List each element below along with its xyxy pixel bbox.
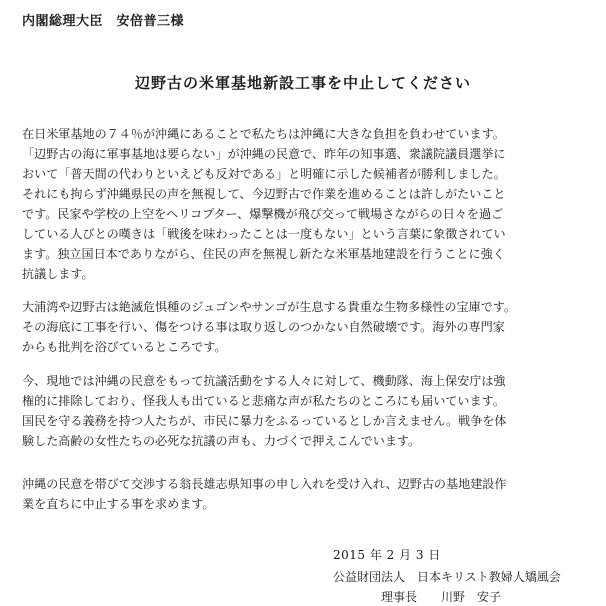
text-line: 「辺野古の海に軍事基地は要らない」が沖縄の民意で、昨年の知事選、衆議院議員選挙に: [22, 147, 506, 161]
text-line: です。民家や学校の上空をヘリコプター、爆撃機が飛び交って戦場さながらの日々を過ご: [22, 207, 504, 221]
text-line: 国民を守る義務を持つ人たちが、市民に暴力をふるっているとしか言えません。戦争を体: [22, 414, 507, 428]
text-line: からも批判を浴びているところです。: [22, 340, 227, 354]
text-line: 権的に排除しており、怪我人も出ていると悲痛な声が私たちのところにも届いています。: [22, 394, 505, 408]
letter-date: 2015 年 2 月 3 日: [333, 548, 441, 562]
text-line: 験した高齢の女性たちの必死な抗議の声も、力づくで押えこんでいます。: [22, 434, 421, 448]
signer-name: 理事長 川野 安子: [381, 590, 502, 604]
paragraph-4: [22, 474, 597, 514]
text-line: その海底に工事を行い、傷をつける事は取り返しのつかない自然破壊です。海外の専門家: [22, 320, 505, 334]
text-line: 大浦湾や辺野古は絶滅危惧種のジュゴンやサンゴが生息する貴重な生物多様性の宝庫です。: [22, 300, 517, 314]
paragraph-3: [22, 371, 597, 451]
text-line: それにも拘らず沖縄県民の声を無視して、今辺野古で作業を進めることは許しがたいこと: [22, 187, 506, 201]
addressee: 内閣総理大臣 安倍普三様: [22, 14, 185, 29]
paragraph-2: [22, 297, 597, 357]
text-line: 業を直ちに中止する事を求めます。: [22, 497, 215, 511]
text-line: 今、現地では沖縄の民意をもって抗議活動をする人々に対して、機動隊、海上保安庁は強: [22, 374, 506, 388]
organization-name: 公益財団法人 日本キリスト教婦人矯風会: [333, 570, 561, 584]
text-line: 沖縄の民意を帯びて交渉する翁長雄志県知事の申し入れを受け入れ、辺野古の基地建設作: [22, 477, 507, 491]
text-line: おいて「普天間の代わりといえども反対である」と明確に示した候補者が勝利しました。: [22, 167, 506, 181]
text-line: ます。独立国日本でありながら、住民の声を無視し新たな米軍基地建設を行うことに強く: [22, 247, 505, 261]
text-line: している人びとの嘆きは「戦後を味わったことは一度もない」という言葉に象徴されてい: [22, 227, 506, 241]
text-line: 在日米軍基地の７４％が沖縄にあることで私たちは沖縄に大きな負担を負わせています。: [22, 127, 505, 141]
text-line: 抗議します。: [22, 267, 94, 281]
letter-title: 辺野古の米軍基地新設工事を中止してください: [134, 74, 471, 92]
paragraph-1: [22, 124, 597, 284]
